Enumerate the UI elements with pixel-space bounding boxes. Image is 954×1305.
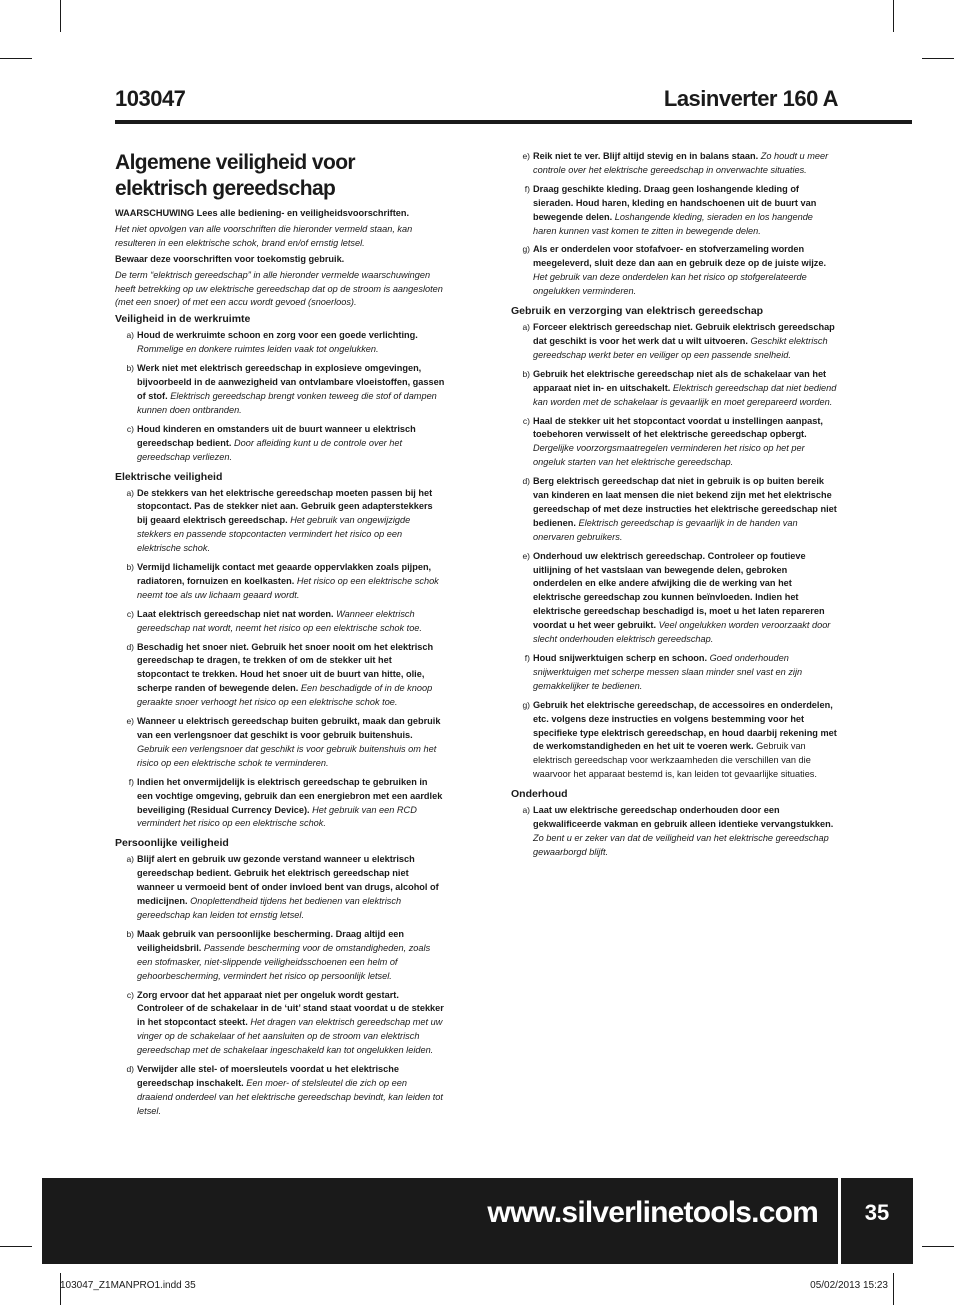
item-marker: c)	[126, 608, 134, 619]
term-definition: De term “elektrisch gereedschap” in alle hieronder vermelde waarschuwingen heeft betrekking op uw elektrische gereedschap dat op de stroom is aangesloten (met een snoer) of met een accu wordt gevoed (snoerloos).	[115, 269, 443, 308]
list-item	[115, 362, 445, 418]
item-italic: Het gebruik van ongewijzigde stekkers en passende stopcontacten vermindert het risico op een elektrische schok.	[137, 515, 411, 554]
list-item	[511, 368, 837, 410]
left-column	[115, 150, 445, 1124]
list-item	[511, 475, 837, 545]
item-marker: f)	[524, 653, 530, 663]
item-bold: Vermijd lichamelijk contact met geaarde oppervlakken zoals pijpen, radiatoren, fornuizen en koelkasten.	[137, 562, 432, 586]
item-marker: g)	[522, 699, 530, 710]
item-bold: Zorg ervoor dat het apparaat niet per ongeluk wordt gestart. Controleer of de schakelaar in de ‘uit’ stand staat voordat u de stekker in het stopcontact steekt.	[137, 989, 444, 1028]
item-italic: Zo houdt u meer controle over het elektrische gereedschap in onverwachte situaties.	[533, 151, 829, 175]
item-marker: a)	[522, 322, 530, 333]
list-item	[511, 699, 837, 782]
item-marker: c)	[126, 423, 134, 434]
item-marker: g)	[522, 244, 530, 255]
product-code: 103047	[115, 86, 186, 111]
item-bold: Gebruik het elektrische gereedschap niet als de schakelaar van het apparaat niet in- en uitschakelt.	[533, 368, 827, 393]
item-marker: b)	[126, 928, 134, 939]
crop-mark	[893, 0, 894, 32]
print-slug-date: 05/02/2013 15:23	[810, 1280, 888, 1291]
item-bold: Haal de stekker uit het stopcontact voordat u instellingen aanpast, toebehoren verwisselt of het elektrische gereedschap opbergt.	[533, 415, 823, 440]
item-bold: Indien het onvermijdelijk is elektrisch gereedschap te gebruiken in een vochtige omgeving, gebruik dan een energiebron met een aardlek beveiliging (Residual Currency Device).	[137, 776, 443, 815]
item-marker: e)	[126, 716, 134, 727]
item-bold: Houd de werkruimte schoon en zorg voor een goede verlichting.	[137, 330, 418, 341]
warning-text: Het niet opvolgen van alle voorschriften die hieronder vermeld staan, kan resulteren in een elektrische schok, brand en/of ernstig letsel.	[115, 223, 413, 248]
print-slug-file: 103047_Z1MANPRO1.indd 35	[60, 1280, 196, 1291]
crop-mark	[60, 0, 61, 32]
item-italic: Door afleiding kunt u de controle over het gereedschap verliezen.	[137, 437, 403, 462]
item-marker: f)	[524, 183, 530, 194]
item-bold: Maak gebruik van persoonlijke bescherming. Draag altijd een veiligheidsbril.	[137, 928, 405, 953]
crop-mark	[922, 1246, 954, 1247]
item-bold: De stekkers van het elektrische gereedschap moeten passen bij het stopcontact. Pas de stekker niet aan. Gebruik geen adapterstekkers bij geaard elektrisch gereedschap.	[137, 487, 433, 526]
item-bold: Houd kinderen en omstanders uit de buurt wanneer u elektrisch gereedschap bedient.	[137, 423, 416, 448]
list-item	[115, 487, 445, 557]
item-italic: Veel ongelukken worden veroorzaakt door slecht onderhouden elektrisch gereedschap.	[533, 620, 831, 645]
item-bold: Werk niet met elektrisch gereedschap in explosieve omgevingen, bijvoorbeeld in de aanwezigheid van ontvlambare vloeistoffen, gassen of stof.	[137, 363, 445, 401]
item-italic: Zo bent u er zeker van dat de veiligheid van het elektrische gereedschap gewaarborgd blijft.	[533, 832, 829, 857]
page-number-box	[841, 1178, 913, 1264]
item-bold: Wanneer u elektrisch gereedschap buiten gebruikt, maak dan gebruik van een verlengsnoer dat geschikt is voor gebruik buitenshuis.	[137, 716, 441, 740]
item-italic: Een beschadigde of in de knoop geraakte snoer verhoogt het risico op een elektrische schok toe.	[137, 683, 433, 708]
list-item	[511, 804, 837, 860]
crop-mark	[0, 1246, 32, 1247]
item-italic: Het gebruik van deze onderdelen kan het risico op stofgerelateerde ongelukken verminderen.	[533, 272, 807, 297]
crop-mark	[0, 58, 32, 59]
item-marker: c)	[522, 415, 530, 426]
list-item	[511, 183, 837, 239]
section-heading-werkruimte: Veiligheid in de werkruimte	[115, 313, 251, 326]
list-item	[115, 329, 445, 357]
item-bold: Draag geschikte kleding. Draag geen loshangende kleding of sieraden. Houd haren, kleding en handschoenen uit de buurt van bewegende delen.	[533, 183, 817, 222]
item-italic: Het gebruik van een RCD vermindert het risico op een elektrische schok.	[137, 804, 417, 829]
item-bold: Beschadig het snoer niet. Gebruik het snoer nooit om het elektrisch gereedschap te dragen, te trekken of om de stekker uit het stopcontact te trekken. Houd het snoer uit de buurt van hitte, olie, scherpe randen of bewegende delen.	[137, 641, 434, 694]
item-bold: Als er onderdelen voor stofafvoer- en stofverzameling worden meegeleverd, sluit deze dan aan en gebruik deze op de juiste wijze.	[533, 244, 827, 269]
item-italic: Elektrisch gereedschap dat niet bediend kan worden met de schakelaar is gevaarlijk en moet gerepareerd worden.	[533, 382, 837, 407]
item-bold: Laat elektrisch gereedschap niet nat worden.	[137, 608, 334, 619]
item-italic: Geschikt elektrisch gereedschap werkt beter en veiliger op een passende snelheid.	[533, 335, 828, 360]
item-bold: Laat uw elektrische gereedschap onderhouden door een gekwalificeerde vakman en gebruik alleen identieke vervangstukken.	[533, 805, 834, 830]
section-heading-gebruik: Gebruik en verzorging van elektrisch gereedschap	[511, 305, 764, 318]
item-marker: e)	[522, 151, 530, 161]
list-item	[511, 415, 837, 471]
item-italic: Dergelijke voorzorgsmaatregelen verminderen het risico op het per ongeluk starten van het elektrische gereedschap.	[533, 443, 805, 468]
item-marker: d)	[126, 1064, 134, 1075]
list-item	[115, 608, 445, 636]
item-marker: a)	[126, 854, 134, 865]
list-item	[115, 989, 445, 1059]
page-title: Algemene veiligheid voor elektrisch gereedschap	[115, 151, 355, 200]
item-marker: d)	[522, 476, 530, 487]
item-bold: Berg elektrisch gereedschap dat niet in gebruik is op buiten bereik van kinderen en laat mensen die niet bekend zijn met het elektrische gereedschap of met deze instructies het elektrische gereedschap niet bedienen.	[533, 476, 837, 528]
item-italic: Passende bescherming voor de omstandigheden, zoals een stofmasker, niet-slippende veiligheidsschoenen een helm of gehoorbescherming, vermindert het risico op persoonlijk letsel.	[137, 942, 431, 981]
list-item	[511, 652, 837, 694]
section-heading-onderhoud: Onderhoud	[511, 788, 568, 801]
item-marker: b)	[126, 363, 134, 374]
item-italic: Een moer- of stelsleutel die zich op een draaiend onderdeel van het elektrische gereedschap bevindt, kan leiden tot letsel.	[137, 1077, 443, 1116]
item-marker: b)	[126, 562, 134, 573]
item-italic: Rommelige en donkere ruimtes leiden vaak tot ongelukken.	[137, 344, 379, 355]
item-italic: Het risico op een elektrische schok neemt toe als uw lichaam geaard wordt.	[137, 575, 439, 600]
item-marker: c)	[126, 989, 134, 1000]
item-marker: e)	[522, 550, 530, 561]
item-marker: f)	[128, 776, 134, 787]
crop-mark	[922, 58, 954, 59]
item-italic: Wanneer elektrisch gereedschap nat wordt, neemt het risico op een elektrische schok toe.	[137, 608, 422, 633]
section-heading-elektrisch: Elektrische veiligheid	[115, 470, 223, 483]
header-divider	[115, 120, 912, 124]
item-bold: Forceer elektrisch gereedschap niet. Gebruik elektrisch gereedschap dat geschikt is voor het werk dat u wilt uitvoeren.	[533, 322, 835, 346]
keep-instructions: Bewaar deze voorschriften voor toekomstig gebruik.	[115, 253, 345, 264]
item-italic: Goed onderhouden snijwerktuigen met scherpe messen slaan minder snel vast en zijn gemakkelijker te bedienen.	[533, 653, 803, 691]
item-bold: Gebruik het elektrische gereedschap, de accessoires en onderdelen, etc. volgens deze instructies en volgens bestemming voor het specifieke type elektrisch gereedschap, en houd daarbij rekening met de werkomstandigheden en het uit te voeren werk.	[533, 699, 837, 752]
list-item	[115, 1063, 445, 1119]
item-italic: Onoplettendheid tijdens het bedienen van elektrisch gereedschap kan leiden tot ernstig letsel.	[137, 896, 402, 920]
item-marker: a)	[126, 330, 134, 341]
page-number: 35	[864, 1200, 890, 1225]
item-italic: Loshangende kleding, sieraden en los hangende haren kunnen vast komen te zitten in bewegende delen.	[533, 211, 813, 236]
list-item	[511, 321, 837, 363]
item-bold: Verwijder alle stel- of moersleutels voordat u het elektrische gereedschap inschakelt.	[137, 1064, 399, 1088]
item-regular: Gebruik van elektrisch gereedschap voor werkzaamheden die verschillen van die waarvoor het apparaat bestemd is, kan leiden tot gevaarlijke situaties.	[533, 741, 817, 780]
item-marker: d)	[126, 641, 134, 652]
list-item	[511, 550, 837, 647]
list-item	[115, 561, 445, 603]
warning-heading: WAARSCHUWING Lees alle bediening- en veiligheidsvoorschriften.	[115, 208, 410, 218]
list-item	[511, 150, 837, 178]
list-item	[511, 243, 837, 299]
list-item	[115, 641, 445, 711]
list-item	[115, 715, 445, 771]
footer-bar	[42, 1178, 838, 1264]
item-italic: Elektrisch gereedschap is gevaarlijk in de handen van onervaren gebruikers.	[533, 517, 798, 542]
list-item	[115, 776, 445, 832]
item-bold: Onderhoud uw elektrisch gereedschap. Controleer op foutieve uitlijning of het vastslaan van bewegende delen, gebroken onderdelen en elke andere afwijking die de werking van het elektrische gereedschap zou kunnen beïnvloeden. Indien het elektrische gereedschap beschadigd is, moet u het laten repareren voordat u het weer gebruikt.	[533, 550, 825, 631]
product-title: Lasinverter 160 A	[663, 86, 838, 111]
list-item	[115, 423, 445, 465]
crop-mark	[893, 1273, 894, 1305]
item-bold: Houd snijwerktuigen scherp en schoon.	[533, 653, 708, 663]
item-italic: Elektrisch gereedschap brengt vonken teweeg die stof of dampen kunnen doen ontbranden.	[137, 390, 437, 415]
list-item	[115, 853, 445, 923]
item-italic: Gebruik een verlengsnoer dat geschikt is voor gebruik buitenshuis om het risico op een elektrische schok te verminderen.	[137, 743, 437, 768]
item-italic: Het dragen van elektrisch gereedschap met uw vinger op de schakelaar of het aansluiten op de stroom van elektrisch gereedschap met de schakelaar ingeschakeld kan tot ongelukken leiden.	[137, 1017, 443, 1056]
website-link[interactable]: www.silverlinetools.com	[487, 1196, 818, 1229]
item-marker: a)	[126, 487, 134, 498]
section-heading-persoonlijk: Persoonlijke veiligheid	[115, 837, 229, 850]
item-marker: b)	[522, 368, 530, 379]
list-item	[115, 928, 445, 984]
item-bold: Blijf alert en gebruik uw gezonde verstand wanneer u elektrisch gereedschap bedient. Gebruik het elektrisch gereedschap niet wanneer u vermoeid bent of onder invloed bent van drugs, alcohol of medicijnen.	[137, 854, 439, 907]
right-column	[511, 150, 837, 865]
item-bold: Reik niet te ver. Blijf altijd stevig en in balans staan.	[533, 151, 759, 161]
item-marker: a)	[522, 805, 530, 816]
